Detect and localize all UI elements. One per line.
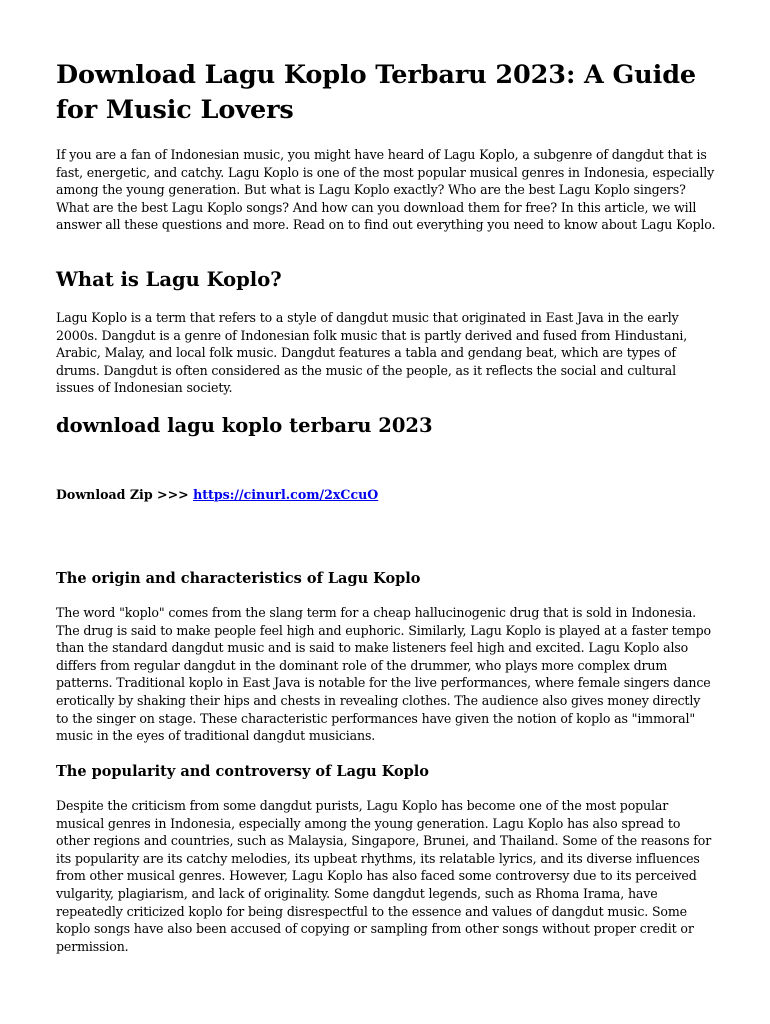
section-what-is-paragraph: Lagu Koplo is a term that refers to a style of dangdut music that originated in East Java in the early 2000s. Dangdut is a genre of Indonesian folk music that is partly derived and fused from Hindustani, Arabic, Malay, and local folk music. Dangdut features a tabla and gendang beat, which are types of drums. Dangdut is often considered as the music of the people, as it reflects the social and cultural issues of Indonesian society. [56,310,688,396]
article-title: Download Lagu Koplo Terbaru 2023: A Guide for Music Lovers [56,60,697,125]
download-line [56,486,716,504]
subheading-origin: The origin and characteristics of Lagu Koplo [56,570,421,587]
download-link[interactable]: https://cinurl.com/2xCcuO [193,487,379,502]
section-heading-download: download lagu koplo terbaru 2023 [56,414,433,437]
section-heading-what-is-lagu-koplo: What is Lagu Koplo? [56,268,282,291]
intro-paragraph: If you are a fan of Indonesian music, you might have heard of Lagu Koplo, a subgenre of dangdut that is fast, energetic, and catchy. Lagu Koplo is one of the most popular musical genres in Indonesia, especially among the young generation. But what is Lagu Koplo exactly? Who are the best Lagu Koplo singers? What are the best Lagu Koplo songs? And how can you download them for free? In this article, we will answer all these questions and more. Read on to find out everything you need to know about Lagu Koplo. [56,147,716,233]
subheading-popularity: The popularity and controversy of Lagu Koplo [56,763,429,780]
popularity-paragraph: Despite the criticism from some dangdut purists, Lagu Koplo has become one of the most popular musical genres in Indonesia, especially among the young generation. Lagu Koplo has also spread to other regions and countries, such as Malaysia, Singapore, Brunei, and Thailand. Some of the reasons for its popularity are its catchy melodies, its upbeat rhythms, its relatable lyrics, and its diverse influences from other musical genres. However, Lagu Koplo has also faced some controversy due to its perceived vulgarity, plagiarism, and lack of originality. Some dangdut legends, such as Rhoma Irama, have repeatedly criticized koplo for being disrespectful to the essence and values of dangdut music. Some koplo songs have also been accused of copying or sampling from other songs without proper credit or permission. [56,798,712,954]
origin-paragraph: The word "koplo" comes from the slang term for a cheap hallucinogenic drug that is sold in Indonesia. The drug is said to make people feel high and euphoric. Similarly, Lagu Koplo is played at a faster tempo than the standard dangdut music and is said to make listeners feel high and excited. Lagu Koplo also differs from regular dangdut in the dominant role of the drummer, who plays more complex drum patterns. Traditional koplo in East Java is notable for the live performances, where female singers dance erotically by shaking their hips and chests in revealing clothes. The audience also gives money directly to the singer on stage. These characteristic performances have given the notion of koplo as "immoral" music in the eyes of traditional dangdut musicians. [56,605,711,744]
download-label: Download Zip >>> [56,487,194,502]
